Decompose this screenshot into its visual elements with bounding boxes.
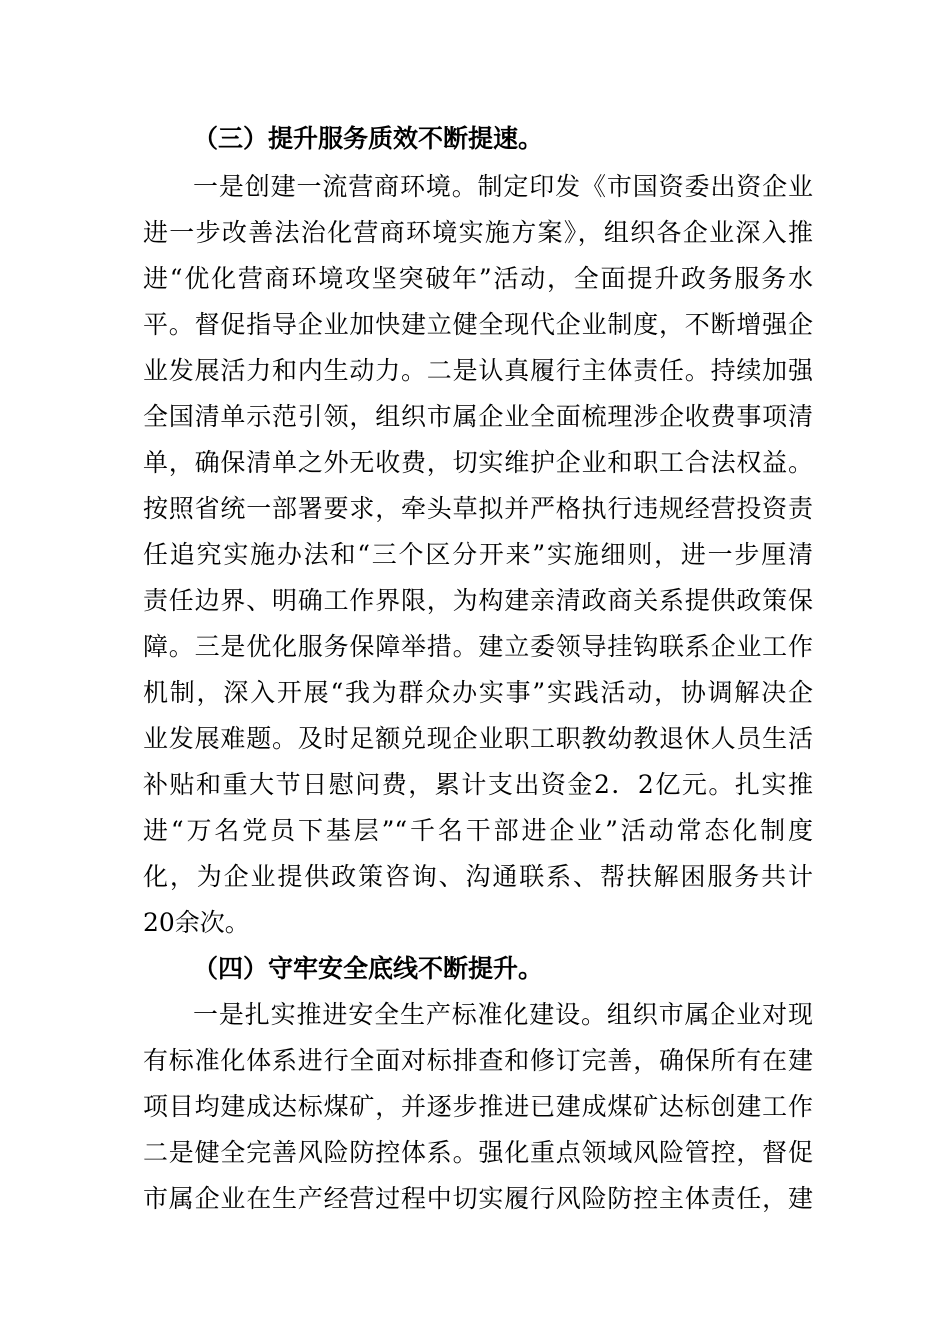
paragraph-line: 业发展难题。及时足额兑现企业职工职教幼教退休人员生活 — [143, 724, 813, 753]
paragraph-line: 进“万名党员下基层”“千名干部进企业”活动常态化制度 — [143, 816, 813, 845]
paragraph-line: 全国清单示范引领，组织市属企业全面梳理涉企收费事项清 — [143, 402, 813, 431]
section-heading: （三）提升服务质效不断提速。 — [193, 124, 544, 153]
paragraph-line: 一是创建一流营商环境。制定印发《市国资委出资企业 — [193, 172, 813, 201]
paragraph-line: 市属企业在生产经营过程中切实履行风险防控主体责任，建 — [143, 1184, 813, 1213]
paragraph-line: 进一步改善法治化营商环境实施方案》，组织各企业深入推 — [143, 218, 813, 247]
section-heading: （四）守牢安全底线不断提升。 — [193, 954, 544, 983]
paragraph-line: 平。督促指导企业加快建立健全现代企业制度，不断增强企 — [143, 310, 813, 339]
paragraph-line: 责任边界、明确工作界限，为构建亲清政商关系提供政策保 — [143, 586, 813, 615]
paragraph-line: 任追究实施办法和“三个区分开来”实施细则，进一步厘清 — [143, 540, 813, 569]
paragraph-line: 有标准化体系进行全面对标排查和修订完善，确保所有在建 — [143, 1046, 813, 1075]
paragraph-line: 二是健全完善风险防控体系。强化重点领域风险管控，督促 — [143, 1138, 813, 1167]
paragraph-line: 障。三是优化服务保障举措。建立委领导挂钩联系企业工作 — [143, 632, 813, 661]
paragraph-line: 化，为企业提供政策咨询、沟通联系、帮扶解困服务共计 — [143, 862, 813, 891]
paragraph-line: 20余次。 — [143, 908, 250, 937]
paragraph-line: 按照省统一部署要求，牵头草拟并严格执行违规经营投资责 — [143, 494, 813, 523]
paragraph-line: 进“优化营商环境攻坚突破年”活动，全面提升政务服务水 — [143, 264, 813, 293]
paragraph-line: 项目均建成达标煤矿，并逐步推进已建成煤矿达标创建工作 — [143, 1092, 813, 1121]
paragraph-line: 机制，深入开展“我为群众办实事”实践活动，协调解决企 — [143, 678, 813, 707]
paragraph-line: 单，确保清单之外无收费，切实维护企业和职工合法权益。 — [143, 448, 813, 477]
paragraph-line: 补贴和重大节日慰问费，累计支出资金2．2亿元。扎实推 — [143, 770, 813, 799]
paragraph-line: 一是扎实推进安全生产标准化建设。组织市属企业对现 — [193, 1000, 813, 1029]
paragraph-line: 业发展活力和内生动力。二是认真履行主体责任。持续加强 — [143, 356, 813, 385]
